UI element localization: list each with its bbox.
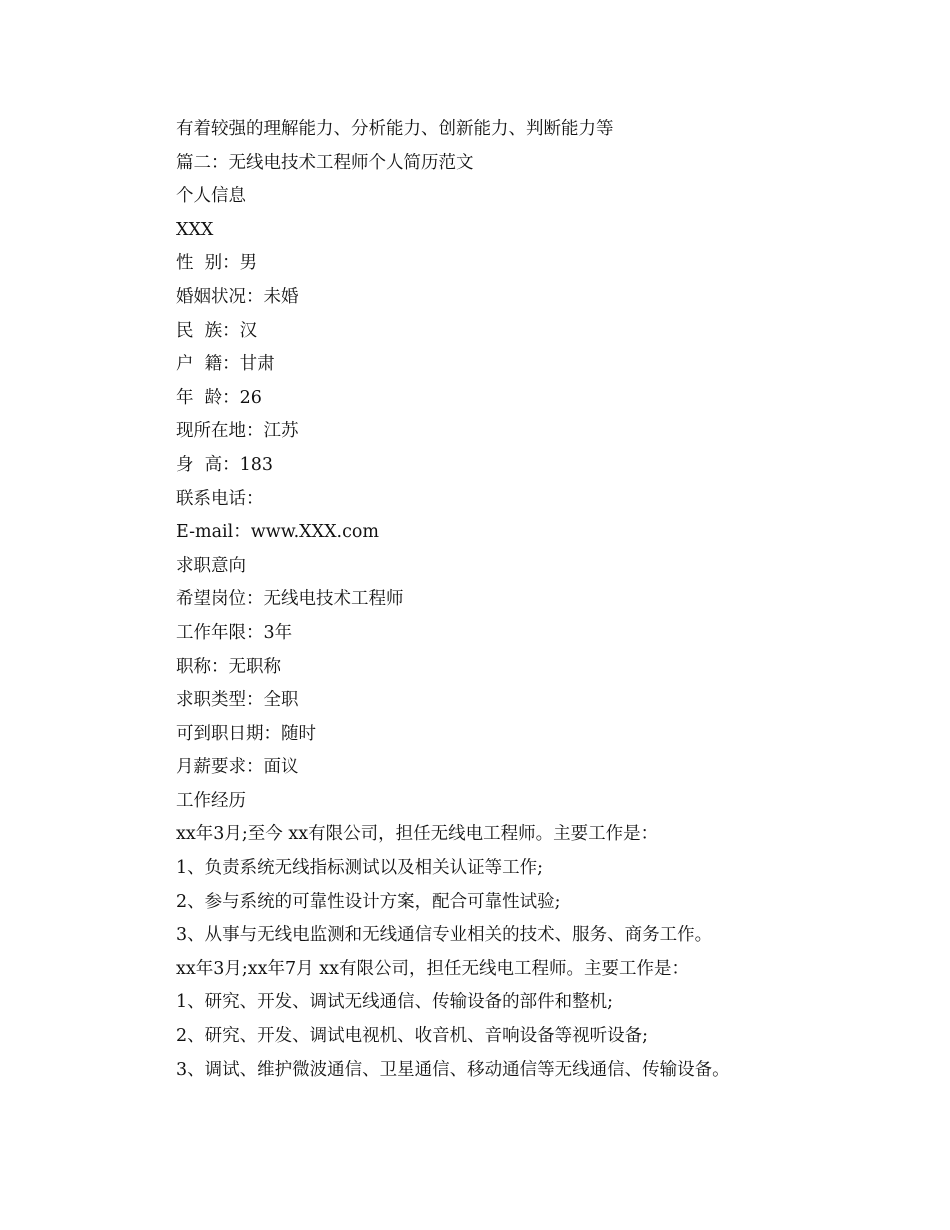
field-ethnicity: 民 族：汉 — [176, 320, 258, 341]
field-email: E-mail：www.XXX.com — [176, 522, 380, 543]
section-title: 篇二：无线电技术工程师个人简历范文 — [176, 152, 474, 173]
heading-work-experience: 工作经历 — [176, 790, 246, 811]
field-household-registration: 户 籍：甘肃 — [176, 354, 275, 375]
field-title: 职称：无职称 — [176, 656, 281, 677]
job-entry-1-duty-3: 3、从事与无线电监测和无线通信专业相关的技术、服务、商务工作。 — [176, 925, 713, 946]
document-body — [176, 113, 896, 1087]
heading-job-intention: 求职意向 — [176, 555, 246, 576]
text-line-intro: 有着较强的理解能力、分析能力、创新能力、判断能力等 — [176, 119, 614, 139]
job-entry-1-duty-1: 1、负责系统无线指标测试以及相关认证等工作; — [176, 858, 544, 879]
job-entry-2-duty-1: 1、研究、开发、调试无线通信、传输设备的部件和整机; — [176, 992, 614, 1013]
job-entry-2-header: xx年3月;xx年7月 xx有限公司，担任无线电工程师。主要工作是： — [176, 958, 689, 979]
job-entry-2-duty-2: 2、研究、开发、调试电视机、收音机、音响设备等视听设备; — [176, 1026, 649, 1047]
field-height: 身 高：183 — [176, 454, 274, 475]
field-gender: 性 别：男 — [176, 253, 258, 274]
field-start-date: 可到职日期：随时 — [176, 723, 316, 744]
field-phone: 联系电话： — [176, 488, 264, 509]
field-age: 年 龄：26 — [176, 387, 262, 408]
job-entry-1-duty-2: 2、参与系统的可靠性设计方案，配合可靠性试验; — [176, 891, 561, 912]
job-entry-1-header: xx年3月;至今 xx有限公司，担任无线电工程师。主要工作是： — [176, 824, 659, 845]
job-entry-2-duty-3: 3、调试、维护微波通信、卫星通信、移动通信等无线通信、传输设备。 — [176, 1059, 730, 1080]
field-salary: 月薪要求：面议 — [176, 757, 299, 778]
field-years-experience: 工作年限：3年 — [176, 622, 293, 643]
field-current-location: 现所在地：江苏 — [176, 421, 299, 442]
field-name: XXX — [176, 219, 214, 240]
field-marital-status: 婚姻状况：未婚 — [176, 286, 299, 307]
heading-personal-info: 个人信息 — [176, 186, 246, 207]
field-desired-position: 希望岗位：无线电技术工程师 — [176, 589, 404, 610]
field-job-type: 求职类型：全职 — [176, 690, 299, 711]
